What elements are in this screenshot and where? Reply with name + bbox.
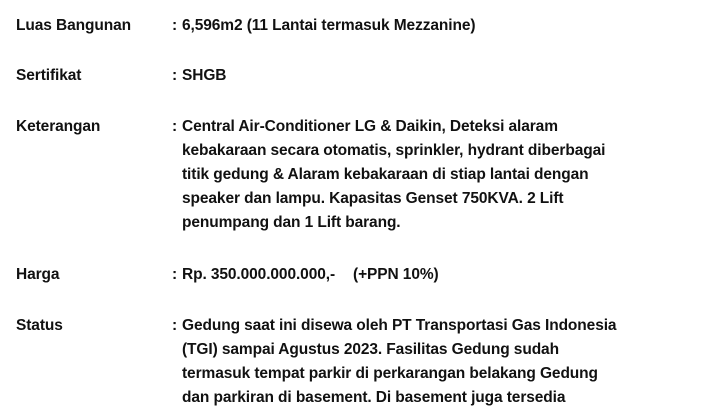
field-value xyxy=(182,263,712,287)
field-value: 6,596m2 (11 Lantai termasuk Mezzanine) xyxy=(182,17,476,34)
field-colon: : xyxy=(172,317,178,334)
field-colon: : xyxy=(172,17,178,34)
field-label: Keterangan xyxy=(16,118,101,135)
tax-note: (+PPN 10%) xyxy=(353,266,439,283)
paragraph-line: dan parkiran di basement. Di basement juga tersedia xyxy=(182,389,566,406)
paragraph-line: (TGI) sampai Agustus 2023. Fasilitas Gedung sudah xyxy=(182,341,559,358)
field-label: Luas Bangunan xyxy=(16,17,131,34)
field-label: Sertifikat xyxy=(16,67,82,84)
paragraph-line: Central Air-Conditioner LG & Daikin, Deteksi alaram xyxy=(182,118,558,135)
paragraph-line: penumpang dan 1 Lift barang. xyxy=(182,214,401,231)
price-value: Rp. 350.000.000.000,- xyxy=(182,266,336,283)
field-colon: : xyxy=(172,266,178,283)
field-label: Harga xyxy=(16,266,60,283)
paragraph-line: speaker dan lampu. Kapasitas Genset 750KVA. 2 Lift xyxy=(182,190,564,207)
paragraph-line: kebakaraan secara otomatis, sprinkler, hydrant diberbagai xyxy=(182,142,606,159)
field-value: SHGB xyxy=(182,67,227,84)
paragraph-line: titik gedung & Alaram kebakaraan di stiap lantai dengan xyxy=(182,166,589,183)
paragraph-line: Gedung saat ini disewa oleh PT Transportasi Gas Indonesia xyxy=(182,317,617,334)
field-label: Status xyxy=(16,317,63,334)
paragraph-line: termasuk tempat parkir di perkarangan belakang Gedung xyxy=(182,365,598,382)
field-value-paragraph xyxy=(182,314,712,410)
field-value-paragraph xyxy=(182,115,712,235)
field-colon: : xyxy=(172,67,178,84)
field-colon: : xyxy=(172,118,178,135)
